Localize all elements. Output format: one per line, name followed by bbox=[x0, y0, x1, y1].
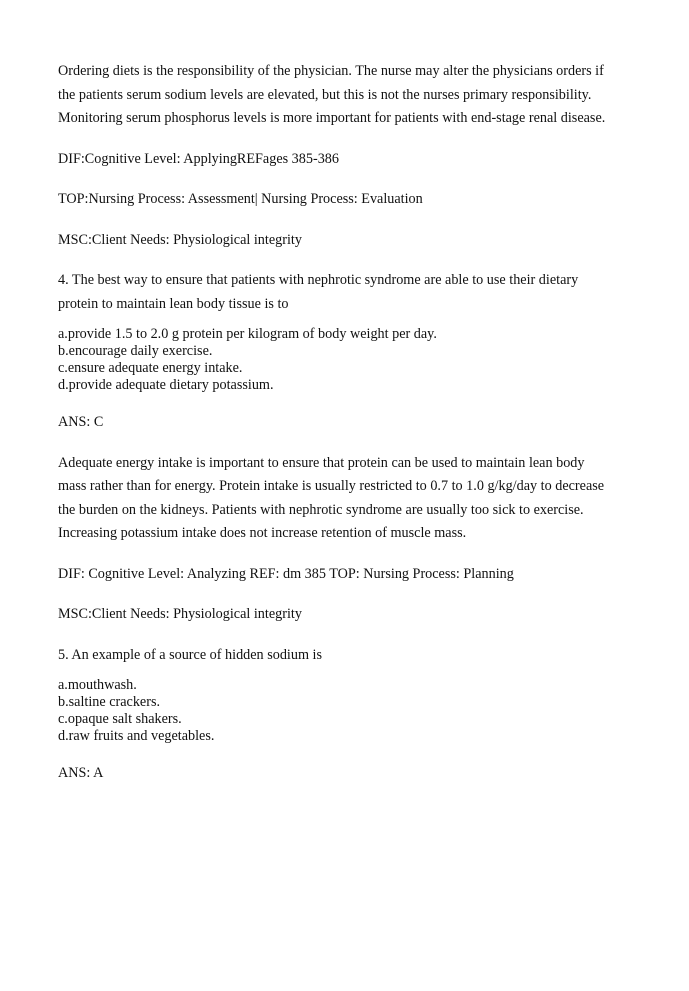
text-line: the patients serum sodium levels are elevated, but this is not the nurses primary responsibility. bbox=[58, 86, 592, 103]
previous-dif-line: DIF:Cognitive Level: ApplyingREFages 385-386 bbox=[58, 150, 339, 167]
text-line: Adequate energy intake is important to ensure that protein can be used to maintain lean body bbox=[58, 454, 585, 471]
text-line: Monitoring serum phosphorus levels is more important for patients with end-stage renal disease. bbox=[58, 110, 606, 126]
text-line: Ordering diets is the responsibility of the physician. The nurse may alter the physicians orders if bbox=[58, 63, 604, 79]
option-d: d.provide adequate dietary potassium. bbox=[58, 377, 274, 393]
question-4-answer: ANS: C bbox=[58, 414, 104, 430]
question-4-dif-line: DIF: Cognitive Level: Analyzing REF: dm 385 TOP: Nursing Process: Planning bbox=[58, 565, 514, 582]
option-b: b.saltine crackers. bbox=[58, 694, 161, 710]
question-5-stem: 5. An example of a source of hidden sodium is bbox=[58, 646, 322, 663]
option-c: c.ensure adequate energy intake. bbox=[58, 360, 243, 376]
question-5-answer: ANS: A bbox=[58, 765, 104, 781]
previous-top-line: TOP:Nursing Process: Assessment| Nursing Process: Evaluation bbox=[58, 191, 423, 207]
text-line: mass rather than for energy. Protein intake is usually restricted to 0.7 to 1.0 g/kg/day to decrease bbox=[58, 478, 605, 494]
text-line: Increasing potassium intake does not increase retention of muscle mass. bbox=[58, 525, 467, 541]
question-4-explanation bbox=[58, 452, 649, 546]
question-5-options bbox=[58, 677, 649, 745]
previous-explanation bbox=[58, 60, 649, 131]
question-4-stem bbox=[58, 269, 649, 316]
text-line: the burden on the kidneys. Patients with nephrotic syndrome are usually too sick to exercise. bbox=[58, 501, 584, 518]
option-a: a.mouthwash. bbox=[58, 677, 137, 693]
question-4-msc-line: MSC:Client Needs: Physiological integrity bbox=[58, 606, 302, 622]
text-line: 4. The best way to ensure that patients with nephrotic syndrome are able to use their dietary bbox=[58, 272, 579, 288]
question-4-options bbox=[58, 326, 649, 394]
option-a: a.provide 1.5 to 2.0 g protein per kilogram of body weight per day. bbox=[58, 326, 437, 342]
option-d: d.raw fruits and vegetables. bbox=[58, 728, 215, 744]
previous-msc-line: MSC:Client Needs: Physiological integrity bbox=[58, 231, 302, 248]
option-b: b.encourage daily exercise. bbox=[58, 343, 213, 359]
option-c: c.opaque salt shakers. bbox=[58, 711, 182, 727]
text-line: protein to maintain lean body tissue is to bbox=[58, 295, 289, 312]
